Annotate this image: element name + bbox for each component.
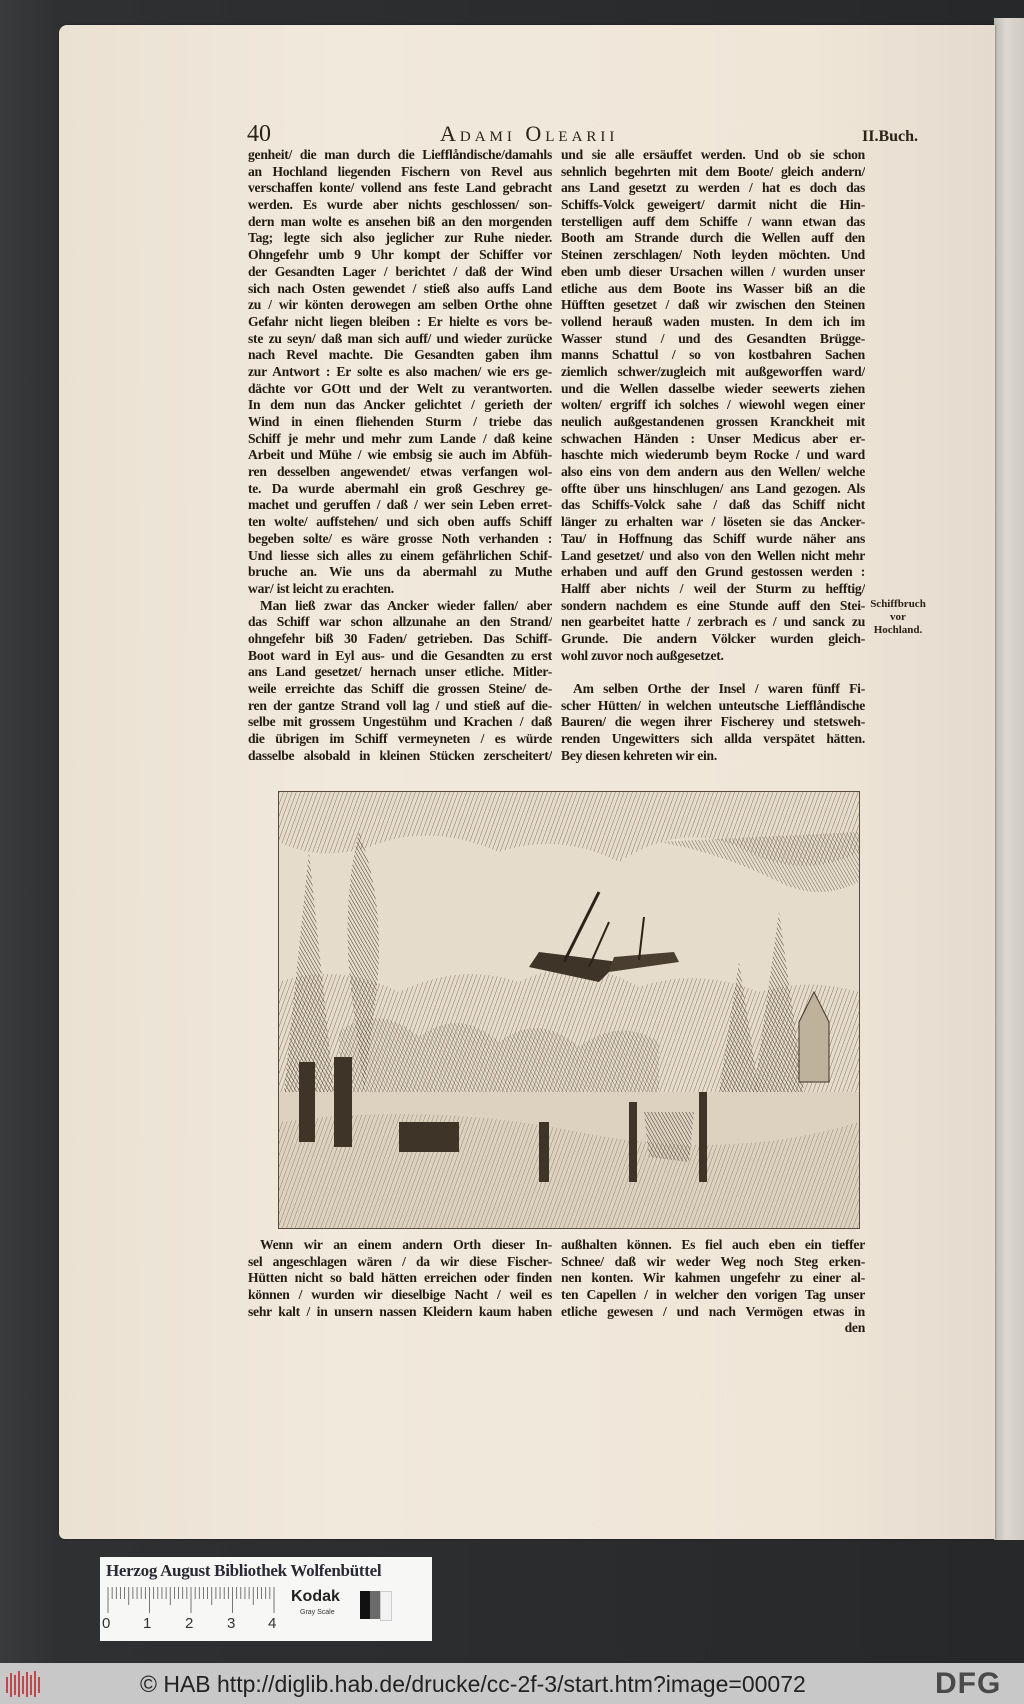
kodak-logo: Kodak	[291, 1588, 340, 1605]
text-line: außhalten können. Es fiel auch eben ein tieffer	[561, 1237, 865, 1252]
text-line: war/ ist leicht zu erachten.	[248, 580, 394, 596]
text-line: der Gesandten Lager / berichtet / daß der Wind	[248, 263, 552, 279]
text-line: an Hochland liegenden Fischern von Revel aus	[248, 163, 552, 179]
text-line: offte über uns hinschlugen/ ans Land gezogen. Als	[561, 480, 865, 496]
text-line: Booth am Strande durch die Wellen auff den	[561, 230, 865, 246]
page-number: 40	[247, 121, 271, 147]
text-line: sehr kalt / in unsern nassen Kleidern kaum haben	[248, 1303, 552, 1319]
text-line: Tag; legte sich also jeglicher zur Ruhe nieder.	[248, 230, 552, 246]
text-line: wohl zuvor noch außgesetzet.	[561, 647, 724, 663]
text-line: Bauren/ die wegen ihrer Fischerey und stetsweh-	[561, 714, 865, 730]
text-line: machet und geruffen / daß / wer sein Leben erret-	[248, 497, 552, 513]
text-line: etliche gewesen / und nach Vermögen etwas in	[561, 1303, 865, 1319]
text-line: begeben solte/ es wäre grosse Noth verhanden :	[248, 530, 552, 546]
text-line: te. Da wurde abermahl ein groß Geschrey ge-	[248, 480, 552, 496]
text-line: In dem nun das Ancker gelichtet / gerieth der	[248, 397, 552, 413]
text-line: Schnee/ daß wir weder Weg noch Steg erken-	[561, 1253, 865, 1269]
text-line: ans Land gesetzet/ hernach unser etliche. Mitler-	[248, 664, 552, 680]
text-line: selbe mit grossem Ungestühm und Krachen / daß	[248, 714, 552, 730]
white-swatch	[380, 1591, 392, 1621]
text-line: das Schiffs-Volck sahe / daß das Schiff nicht	[561, 497, 865, 513]
text-line: Bey diesen kehreten wir ein.	[561, 747, 717, 763]
text-line: nach Revel machte. Die Gesandten gaben ihm	[248, 347, 552, 363]
text-line: werden. Es wurde aber nichts geschlossen/ son-	[248, 197, 552, 213]
text-line: Gefahr nicht liegen bleiben : Er hielte es vors be-	[248, 313, 552, 329]
text-line: die übrigen im Schiff vermeyneten / es würde	[248, 731, 552, 747]
ruler-number: 4	[268, 1615, 277, 1632]
bottom-text-left	[248, 1237, 552, 1320]
text-line: Steinen zerschlagen/ Noth leyden möchten. Und	[561, 247, 865, 263]
text-line: länger zu erhalten war / löseten sie das Ancker-	[561, 514, 865, 530]
text-line: erhaben und auff den Grund gestossen werden :	[561, 564, 865, 580]
bottom-text-right	[561, 1237, 865, 1337]
text-line: schwachen Händen : Unser Medicus aber er-	[561, 430, 865, 446]
citation-link[interactable]: © HAB http://diglib.hab.de/drucke/cc-2f-3/start.htm?image=00072	[140, 1671, 806, 1697]
text-line: bruche an. Wie uns da abermahl zu Muthe	[248, 564, 552, 580]
footer-bar	[0, 1663, 1024, 1704]
text-line: Schiffs-Volck geweigert/ darmit nicht die Hin-	[561, 197, 865, 213]
text-line	[561, 664, 865, 681]
library-color-card	[100, 1557, 432, 1641]
text-line: Man ließ zwar das Ancker wieder fallen/ aber	[260, 597, 552, 613]
text-line: ten Capellen / in welcher den vorigen Tag unser	[561, 1287, 865, 1303]
text-line: wolten/ ergriff ich solches / wiewohl wegen einer	[561, 397, 865, 413]
dfg-logo: DFG	[935, 1667, 1002, 1700]
text-line: neulich außgestandenen grossen Kranckheit mit	[561, 414, 865, 429]
text-line: sel angeschlagen wären / da wir diese Fischer-	[248, 1253, 552, 1269]
black-swatch	[360, 1591, 370, 1619]
shipwreck-engraving	[278, 791, 860, 1229]
text-line: sich nach Osten gewendet / stieß also auffs Land	[248, 280, 552, 296]
text-line: Wind in einen fliehenden Sturm / triebe das	[248, 414, 552, 429]
text-line: und sie alle ersäuffet werden. Und ob sie schon	[561, 147, 865, 162]
text-line: etliche aus dem Boote ins Wasser biß an die	[561, 280, 865, 296]
text-line: ohngefehr biß 30 Faden/ getrieben. Das Schiff-	[248, 630, 552, 646]
text-line: Boot ward in Eyl aus- und die Gesandten zu erst	[248, 647, 552, 663]
text-line: dern man wolte es ansehen biß an den morgenden	[248, 213, 552, 229]
facing-page-edge	[994, 18, 1024, 1540]
text-line: Ohngefehr umb 9 Uhr kompt der Schiffer vor	[248, 247, 552, 263]
text-column-left	[248, 147, 552, 764]
gray-scale-label: Gray Scale	[300, 1609, 335, 1616]
text-line: Hütten nicht so bald hätten erreichen oder finden	[248, 1270, 552, 1286]
text-line: ten wolte/ auffstehen/ und sich oben auffs Schiff	[248, 514, 552, 530]
hab-logo-icon	[4, 1669, 48, 1699]
text-line: verschaffen konte/ vollend ans feste Land gebracht	[248, 180, 552, 196]
text-line: zur Antwort : Er solte es also machen/ wie ers ge-	[248, 363, 552, 379]
text-line: haschte mich wiederumb beym Rocke / und ward	[561, 447, 865, 463]
text-line: das Schiff war schon allzunahe an den Strand/	[248, 614, 552, 630]
text-line: renden Ungewitters sich allda verspätet hätten.	[561, 731, 865, 747]
margin-note	[868, 598, 928, 637]
ruler-scale	[106, 1587, 276, 1613]
text-line: Arbeit und Mühe / wie embsig sie auch im Abfüh-	[248, 447, 552, 463]
ruler-number: 0	[102, 1615, 111, 1632]
text-line: Schiff je mehr und mehr zum Lande / daß keine	[248, 430, 552, 446]
book-label: II.Buch.	[862, 128, 919, 145]
text-line: Tau/ in Hoffnung das Schiff wurde näher ans	[561, 530, 865, 546]
text-line: ren desselben angewendet/ etwas verfangen wol-	[248, 464, 552, 480]
text-line: dasselbe alsobald in kleinen Stücken zerscheitert/	[248, 747, 552, 763]
ruler-number: 2	[185, 1615, 194, 1632]
text-line: also eins von dem andern aus den Wellen/ welche	[561, 464, 865, 480]
text-line: zu / wir könten derowegen am selben Orthe ohne	[248, 297, 552, 313]
text-line: können / wurden wir dieselbige Nacht / weil es	[248, 1287, 552, 1303]
text-line: Am selben Orthe der Insel / waren fünff Fi-	[573, 681, 865, 696]
text-line: terstelligen auff dem Schiffe / wann etwan das	[561, 213, 865, 229]
margin-note-line: Hochland.	[873, 624, 923, 636]
text-line: Wasser stund / und des Gesandten Brügge-	[561, 330, 865, 346]
text-line: Hüfften gesetzet / daß wir zwischen den Steinen	[561, 297, 865, 313]
text-line: ans Land gesetzt zu werden / hat es doch das	[561, 180, 865, 196]
text-line: den	[844, 1320, 865, 1336]
text-line: sehnlich begehrten mit dem Boote/ gleich andern/	[561, 163, 865, 179]
text-line: Halff aber nichts / weil der Sturm zu hefftig/	[561, 580, 865, 596]
margin-note-line: Schiffbruch	[870, 598, 926, 610]
text-line: nen gearbeitet hatte / zerbrach es / und sanck zu	[561, 614, 865, 630]
text-line: ziemlich schwer/zugleich mit außgeworffen ward/	[561, 363, 865, 379]
running-title: Adami Olearii	[440, 121, 619, 146]
text-line: weile erreichte das Schiff die grossen Steine/ de-	[248, 681, 552, 696]
text-column-right	[561, 147, 865, 764]
ruler-number: 3	[227, 1615, 236, 1632]
text-line: ren der gantze Strand voll lag / und stieß auf die-	[248, 697, 552, 713]
text-line: genheit/ die man durch die Liefflåndische/damahls	[248, 147, 552, 162]
text-line: nen konten. Wir kahmen ungefehr zu einer al-	[561, 1270, 865, 1286]
text-line: Wenn wir an einem andern Orth dieser In-	[260, 1237, 552, 1252]
library-name: Herzog August Bibliothek Wolfenbüttel	[106, 1561, 382, 1580]
text-line: und die Wellen dasselbe wieder seewerts ziehen	[561, 380, 865, 396]
gray-swatch	[370, 1591, 380, 1619]
text-line: Und liesse sich alles zu einem gefährlichen Schif-	[248, 547, 552, 563]
text-line: dächte vor GOtt und der Welt zu verantworten.	[248, 380, 552, 396]
text-line: vollend herauß waden musten. In dem ich im	[561, 313, 865, 329]
ruler-number: 1	[143, 1615, 152, 1632]
text-line: Land gesetzet/ und also von den Wellen nicht mehr	[561, 547, 865, 563]
text-line: Grunde. Die andern Völcker wurden gleich-	[561, 630, 865, 646]
text-line: eben umb dieser Ursachen willen / wurden unser	[561, 263, 865, 279]
text-line: scher Hütten/ in welchen unteutsche Liefflåndische	[561, 697, 865, 713]
text-line: sondern nachdem es eine Stunde auff den Stei-	[561, 597, 865, 613]
text-line: ste zu seyn/ daß man sich auff/ und wieder zurücke	[248, 330, 552, 346]
text-line: manns Schattul / so von kostbahren Sachen	[561, 347, 865, 363]
margin-note-line: vor	[890, 611, 906, 623]
